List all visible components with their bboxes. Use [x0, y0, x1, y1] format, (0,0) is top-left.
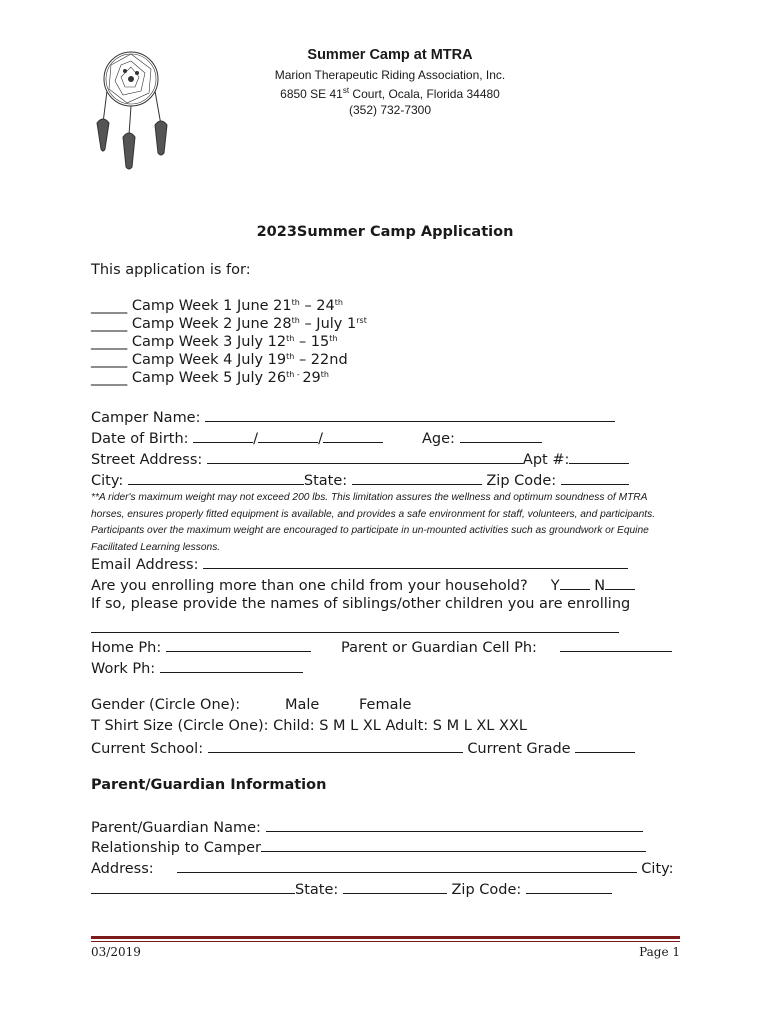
work-phone-field[interactable]	[160, 658, 303, 673]
week-4-option[interactable]: _____ Camp Week 4 July 19th – 22nd	[91, 352, 348, 368]
camper-name-row: Camper Name:	[91, 407, 615, 426]
relationship-row: Relationship to Camper	[91, 837, 646, 856]
parent-name-row: Parent/Guardian Name:	[91, 817, 643, 836]
parent-cell-field[interactable]	[560, 637, 672, 652]
gender-male-option[interactable]: Male	[285, 697, 320, 713]
city-row: City: State: Zip Code:	[91, 470, 629, 489]
application-title: 2023Summer Camp Application	[256, 224, 514, 240]
week-5-option[interactable]: _____ Camp Week 5 July $26^{th -}$ 29th	[91, 370, 329, 386]
school-field[interactable]	[208, 738, 463, 753]
siblings-field[interactable]	[91, 632, 619, 633]
enrolling-question: Are you enrolling more than one child from your household? Y N	[91, 575, 635, 594]
parent-zip-field[interactable]	[526, 879, 612, 894]
grade-field[interactable]	[575, 738, 635, 753]
school-row: Current School: Current Grade	[91, 738, 635, 757]
parent-city-field[interactable]	[91, 879, 295, 894]
home-phone-row: Home Ph:	[91, 637, 311, 656]
parent-cell-row: Parent or Guardian Cell Ph:	[341, 637, 672, 656]
enrolling-yes-field[interactable]	[560, 575, 590, 590]
email-field[interactable]	[203, 554, 628, 569]
footer-rule	[91, 936, 680, 942]
apt-field[interactable]	[569, 449, 629, 464]
organization-name: Marion Therapeutic Riding Association, Inc.	[274, 68, 506, 82]
dreamcatcher-logo	[93, 45, 173, 175]
parent-section-heading: Parent/Guardian Information	[91, 777, 327, 793]
zip-field[interactable]	[561, 470, 629, 485]
footer-page-number: Page 1	[639, 945, 680, 959]
state-field[interactable]	[352, 470, 482, 485]
footer-date: 03/2019	[91, 945, 141, 959]
work-phone-row: Work Ph:	[91, 658, 303, 677]
street-field[interactable]	[207, 449, 523, 464]
week-3-option[interactable]: _____ Camp Week 3 July 12th – 15th	[91, 334, 338, 350]
week-1-option[interactable]: _____ Camp Week 1 June 21th – 24th	[91, 298, 343, 314]
tshirt-size-row[interactable]: T Shirt Size (Circle One): Child: S M L XL Adult: S M L XL XXL	[91, 718, 527, 734]
parent-address-row: Address: City:	[91, 858, 674, 877]
organization-phone: (352) 732-7300	[348, 103, 432, 117]
age-row: Age:	[422, 428, 542, 447]
dob-day-field[interactable]	[258, 428, 318, 443]
parent-city-row: State: Zip Code:	[91, 879, 612, 898]
gender-female-option[interactable]: Female	[359, 697, 412, 713]
home-phone-field[interactable]	[166, 637, 311, 652]
dob-year-field[interactable]	[323, 428, 383, 443]
city-field[interactable]	[128, 470, 304, 485]
weight-limit-note: **A rider's maximum weight may not exceed 200 lbs. This limitation assures the wellness and optimum soundness of MTRA horses, ensures properly fitted equipment is available, and provides a safe environment for staff, volunteers, and participants. Participants over the maximum weight are encouraged to participate in un-mounted activities such as groundwork or Equine Facilitated Learning lessons.	[91, 492, 656, 553]
week-2-option[interactable]: _____ Camp Week 2 June 28th – July $1^{rst}$	[91, 316, 367, 332]
relationship-field[interactable]	[261, 837, 646, 852]
parent-state-field[interactable]	[343, 879, 447, 894]
intro-text: This application is for:	[91, 262, 251, 278]
siblings-prompt: If so, please provide the names of siblings/other children you are enrolling	[91, 596, 631, 612]
enrolling-no-field[interactable]	[605, 575, 635, 590]
organization-title: Summer Camp at MTRA	[307, 47, 473, 63]
age-field[interactable]	[460, 428, 542, 443]
parent-name-field[interactable]	[266, 817, 643, 832]
gender-row: Gender (Circle One): Male Female	[91, 697, 412, 713]
street-row: Street Address: Apt #:	[91, 449, 629, 468]
email-row: Email Address:	[91, 554, 628, 573]
dob-month-field[interactable]	[193, 428, 253, 443]
organization-address: 6850 SE 41st Court, Ocala, Florida 34480	[280, 86, 500, 101]
camper-name-field[interactable]	[205, 407, 615, 422]
parent-address-field[interactable]	[177, 858, 637, 873]
dob-row: Date of Birth: / /	[91, 428, 383, 447]
